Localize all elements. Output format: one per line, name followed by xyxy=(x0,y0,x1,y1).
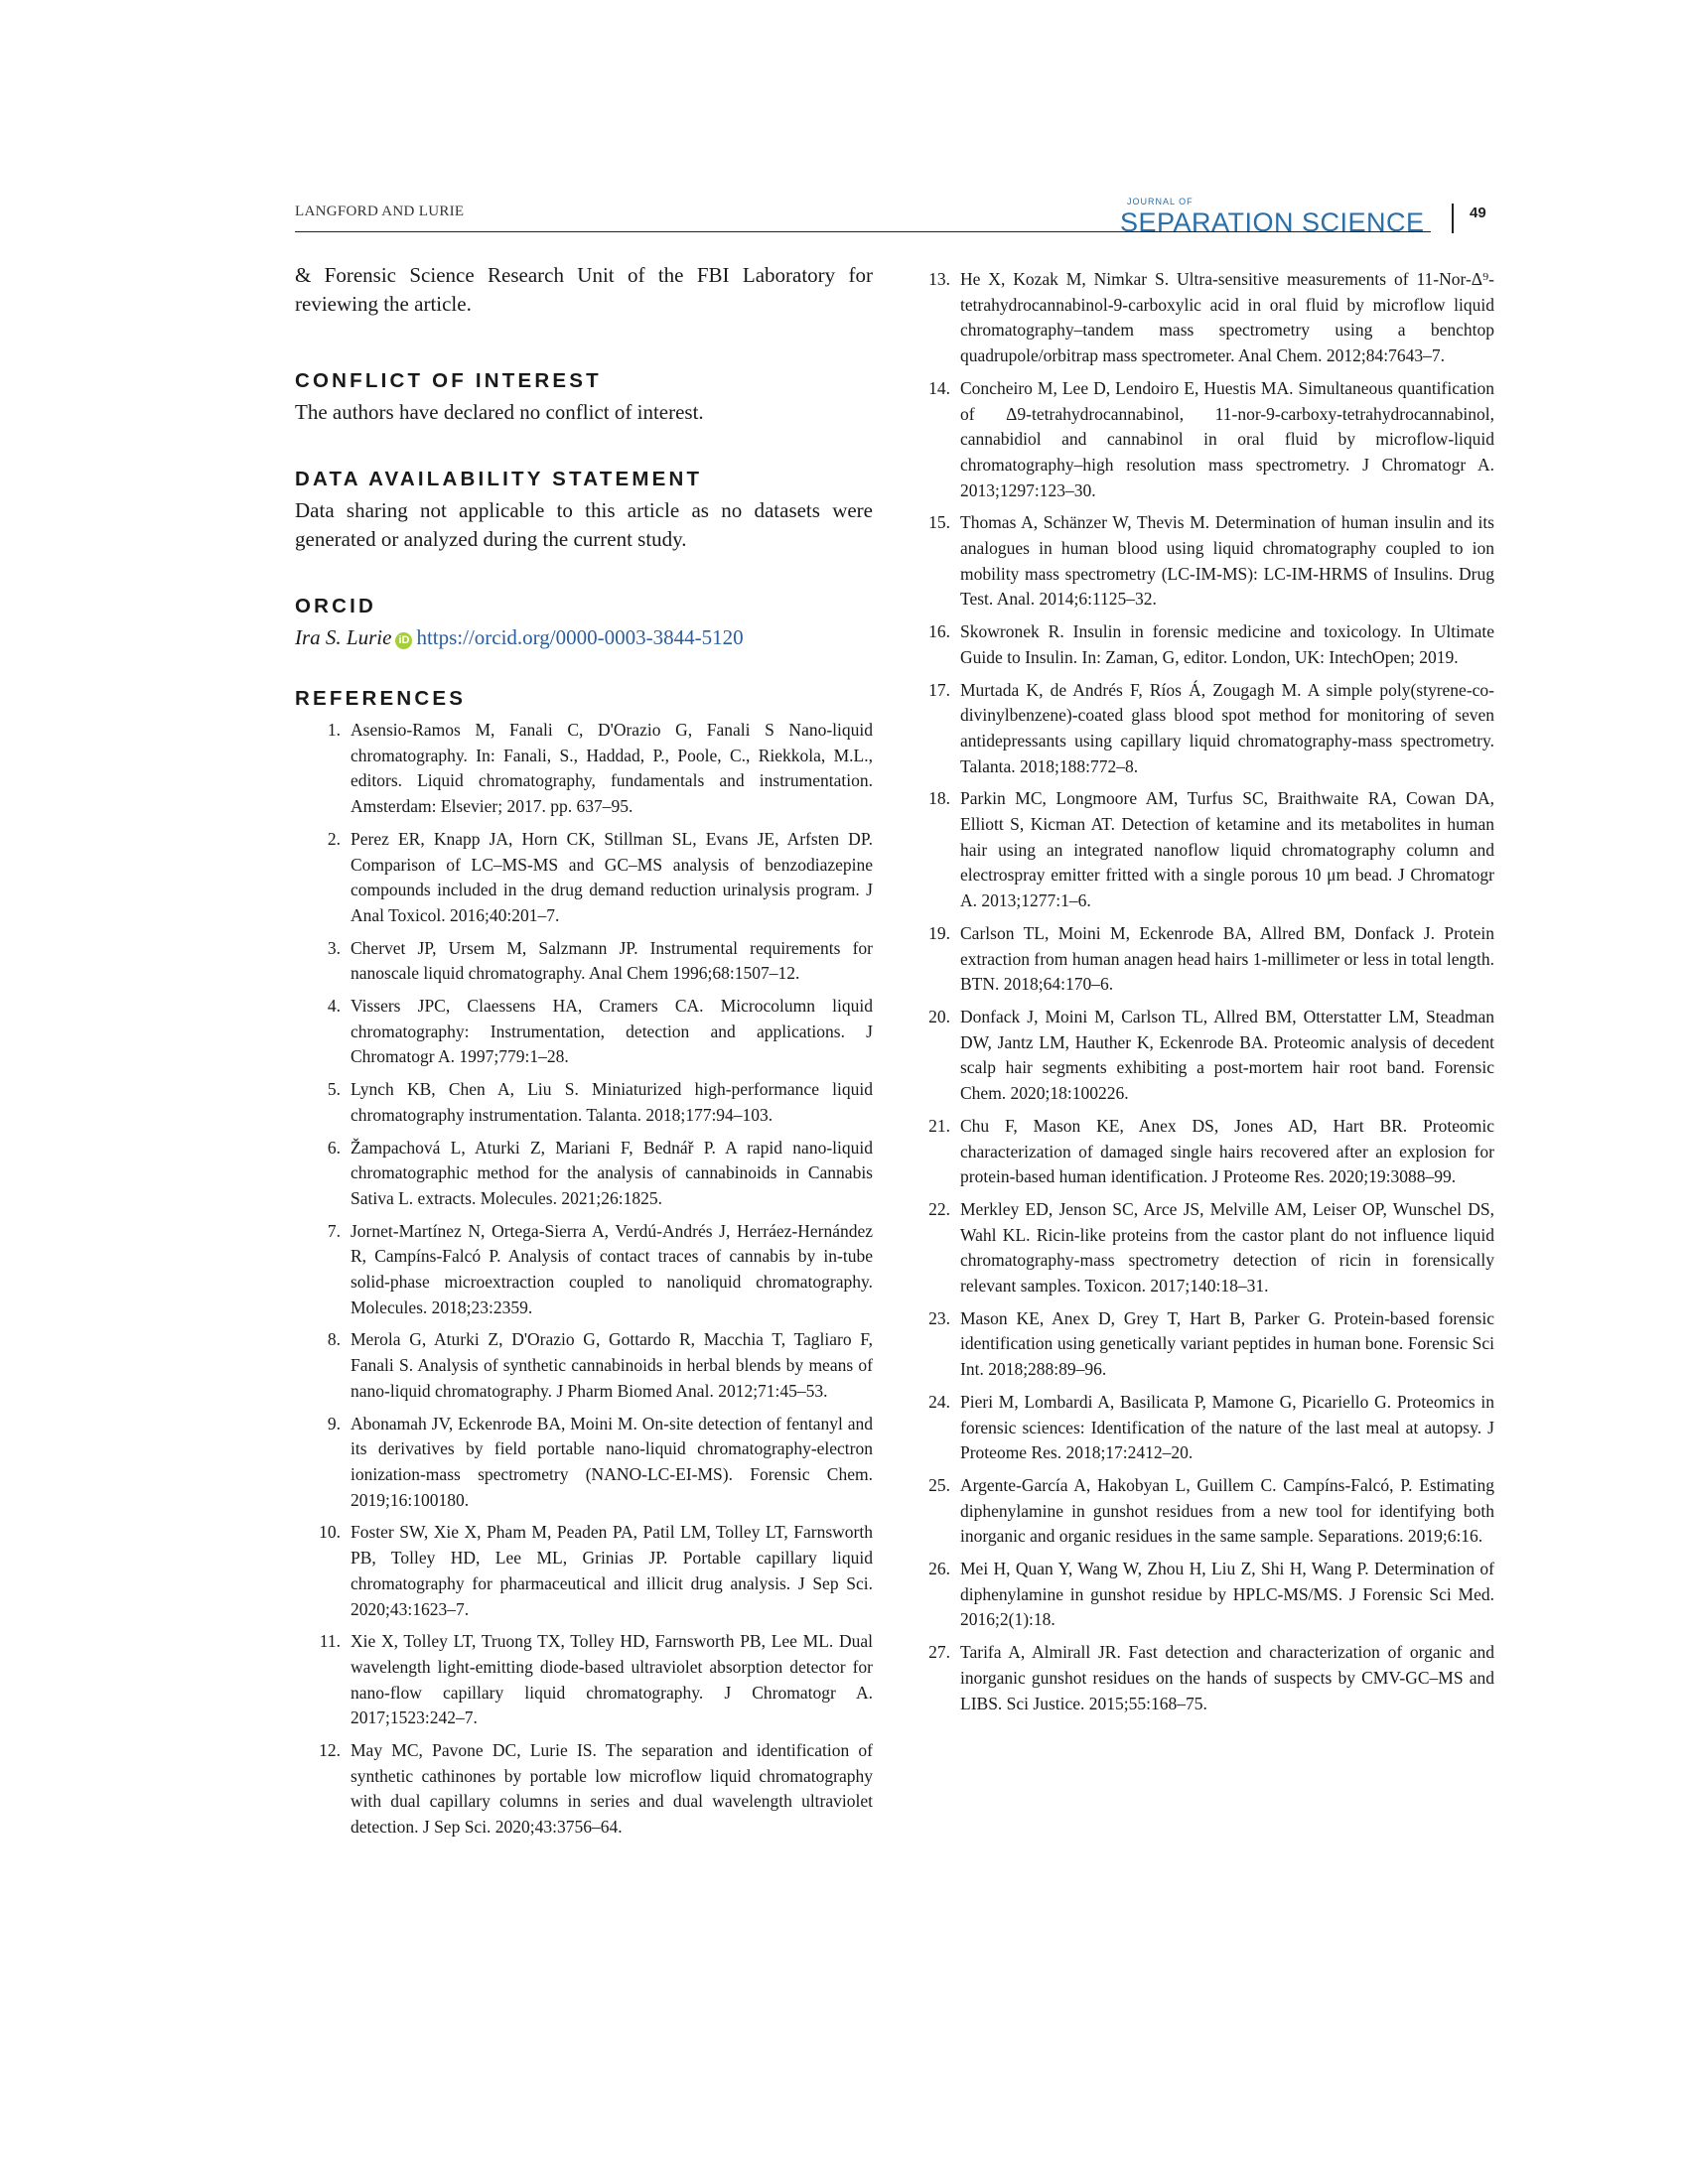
reference-number: 17. xyxy=(928,679,950,700)
page-number: 49 xyxy=(1470,205,1486,221)
reference-number: 4. xyxy=(327,996,341,1017)
reference-item xyxy=(309,718,873,820)
reference-item xyxy=(309,936,873,987)
reference-number: 26. xyxy=(928,1559,950,1579)
right-column xyxy=(918,261,1494,1723)
reference-text: He X, Kozak M, Nimkar S. Ultra-sensitive measurements of 11-Nor-Δ⁹-tetrahydrocannabinol-9-carboxylic acid in oral fluid by microflow liquid chromatography–tandem mass spectrometry using a benchtop quadrupole/orbitrap mass spectrometer. Anal Chem. 2012;84:7643–7. xyxy=(960,269,1494,366)
references-section xyxy=(295,686,873,1841)
data-availability-heading: DATA AVAILABILITY STATEMENT xyxy=(295,468,703,490)
reference-item xyxy=(309,827,873,929)
reference-item xyxy=(918,1005,1494,1107)
running-head: LANGFORD AND LURIE xyxy=(295,204,465,219)
reference-item xyxy=(309,1520,873,1622)
reference-text: Tarifa A, Almirall JR. Fast detection and characterization of organic and inorganic gunshot residues on the hands of suspects by CMV-GC–MS and LIBS. Sci Justice. 2015;55:168–75. xyxy=(960,1642,1494,1713)
reference-number: 5. xyxy=(327,1079,341,1100)
reference-text: May MC, Pavone DC, Lurie IS. The separation and identification of synthetic cathinones by portable low microflow liquid chromatography with dual capillary columns in series and dual wavelength ultraviolet detection. J Sep Sci. 2020;43:3756–64. xyxy=(351,1740,873,1838)
reference-number: 9. xyxy=(327,1413,341,1433)
reference-text: Thomas A, Schänzer W, Thevis M. Determination of human insulin and its analogues in human blood using liquid chromatography coupled to ion mobility mass spectrometry (LC-IM-MS): LC-IM-HRMS of Insulins. Drug Test. Anal. 2014;6:1125–32. xyxy=(960,512,1494,610)
conflict-heading: CONFLICT OF INTEREST xyxy=(295,369,602,392)
reference-item xyxy=(309,1077,873,1128)
acknowledgement-text: & Forensic Science Research Unit of the FBI Laboratory for reviewing the article. xyxy=(295,263,873,316)
reference-text: Pieri M, Lombardi A, Basilicata P, Mamone G, Picariello G. Proteomics in forensic sciences: Identification of the nature of the last meal at autopsy. J Proteome Res. 2018;17:2412–20. xyxy=(960,1391,1494,1463)
reference-text: Foster SW, Xie X, Pham M, Peaden PA, Patil LM, Tolley LT, Farnsworth PB, Tolley HD, Lee ML, Grinias JP. Portable capillary liquid chromatography for pharmaceutical and illicit drug analysis. J Sep Sci. 2020;43:1623–7. xyxy=(351,1522,873,1619)
reference-number: 11. xyxy=(319,1631,341,1652)
reference-text: Donfack J, Moini M, Carlson TL, Allred BM, Otterstatter LM, Steadman DW, Jantz LM, Hauther K, Eckenrode BA. Proteomic analysis of decedent scalp hair segments exhibiting a post-mortem hair root band. Forensic Chem. 2020;18:100226. xyxy=(960,1006,1494,1104)
reference-text: Lynch KB, Chen A, Liu S. Miniaturized high-performance liquid chromatography instrumentation. Talanta. 2018;177:94–103. xyxy=(351,1079,873,1125)
reference-item xyxy=(309,1738,873,1841)
reference-text: Xie X, Tolley LT, Truong TX, Tolley HD, Farnsworth PB, Lee ML. Dual wavelength light-emitting diode-based ultraviolet absorption detector for nano-flow capillary liquid chromatography. J Chromatogr A. 2017;1523:242–7. xyxy=(351,1631,873,1728)
reference-item xyxy=(918,1640,1494,1716)
orcid-section xyxy=(295,594,873,652)
reference-item xyxy=(309,1412,873,1514)
reference-number: 24. xyxy=(928,1391,950,1412)
reference-number: 23. xyxy=(928,1307,950,1328)
reference-text: Merkley ED, Jenson SC, Arce JS, Melville AM, Leiser OP, Wunschel DS, Wahl KL. Ricin-like proteins from the castor plant do not influence liquid chromatography-mass spectrometry detection of ricin in forensically relevant samples. Toxicon. 2017;140:18–31. xyxy=(960,1198,1494,1297)
reference-item xyxy=(918,619,1494,670)
data-availability-section xyxy=(295,467,873,554)
reference-number: 16. xyxy=(928,621,950,642)
reference-item xyxy=(918,1197,1494,1299)
reference-text: Asensio-Ramos M, Fanali C, D'Orazio G, Fanali S Nano-liquid chromatography. In: Fanali, S., Haddad, P., Poole, C., Riekkola, M.L., editors. Liquid chromatography, fundamentals and instrumentation. Amsterdam: Elsevier; 2017. pp. 637–95. xyxy=(351,720,873,817)
reference-list-right xyxy=(918,267,1494,1716)
reference-text: Argente-García A, Hakobyan L, Guillem C. Campíns-Falcó, P. Estimating diphenylamine in gunshot residues from a new tool for identifying both inorganic and organic residues in the same sample. Separations. 2019;6:16. xyxy=(960,1474,1494,1547)
reference-list-left xyxy=(309,718,873,1841)
reference-number: 2. xyxy=(327,828,341,849)
references-heading: REFERENCES xyxy=(295,687,467,710)
conflict-section xyxy=(295,368,873,427)
reference-number: 21. xyxy=(928,1115,950,1136)
reference-number: 1. xyxy=(327,720,341,740)
reference-text: Carlson TL, Moini M, Eckenrode BA, Allred BM, Donfack J. Protein extraction from human anagen head hairs 1-millimeter or less in total length. BTN. 2018;64:170–6. xyxy=(960,922,1494,995)
orcid-link[interactable]: https://orcid.org/0000-0003-3844-5120 xyxy=(416,625,744,649)
reference-item xyxy=(918,786,1494,914)
reference-number: 19. xyxy=(928,922,950,943)
reference-number: 27. xyxy=(928,1642,950,1663)
header-divider xyxy=(1452,204,1454,233)
reference-text: Mei H, Quan Y, Wang W, Zhou H, Liu Z, Shi H, Wang P. Determination of diphenylamine in gunshot residue by HPLC-MS/MS. J Forensic Sci Med. 2016;2(1):18. xyxy=(960,1559,1494,1630)
data-availability-text: Data sharing not applicable to this article as no datasets were generated or analyzed during the current study. xyxy=(295,498,873,551)
reference-text: Abonamah JV, Eckenrode BA, Moini M. On-site detection of fentanyl and its derivatives by field portable nano-liquid chromatography-electron ionization-mass spectrometry (NANO-LC-EI-MS). Forensic Chem. 2019;16:100180. xyxy=(351,1413,873,1510)
reference-item xyxy=(918,267,1494,369)
reference-text: Concheiro M, Lee D, Lendoiro E, Huestis MA. Simultaneous quantification of Δ9-tetrahydrocannabinol, 11-nor-9-carboxy-tetrahydrocannabinol, cannabidiol and cannabinol in oral fluid by microflow-liquid chromatography–high resolution mass spectrometry. J Chromatogr A. 2013;1297:123–30. xyxy=(960,377,1494,500)
reference-text: Chervet JP, Ursem M, Salzmann JP. Instrumental requirements for nanoscale liquid chromatography. Anal Chem 1996;68:1507–12. xyxy=(351,937,873,984)
journal-name: SEPARATION SCIENCE xyxy=(1120,207,1425,237)
reference-item xyxy=(309,994,873,1070)
reference-item xyxy=(309,1136,873,1212)
reference-item xyxy=(309,1327,873,1404)
orcid-icon[interactable]: iD xyxy=(395,632,412,649)
reference-text: Žampachová L, Aturki Z, Mariani F, Bednář P. A rapid nano-liquid chromatographic method for the analysis of cannabinoids in Cannabis Sativa L. extracts. Molecules. 2021;26:1825. xyxy=(351,1137,873,1208)
reference-item xyxy=(918,921,1494,998)
reference-item xyxy=(918,1306,1494,1383)
reference-number: 22. xyxy=(928,1198,950,1219)
reference-text: Skowronek R. Insulin in forensic medicine and toxicology. In Ultimate Guide to Insulin. In: Zaman, G, editor. London, UK: IntechOpen; 2019. xyxy=(960,621,1494,667)
orcid-heading: ORCID xyxy=(295,595,377,617)
reference-text: Merola G, Aturki Z, D'Orazio G, Gottardo R, Macchia T, Tagliaro F, Fanali S. Analysis of synthetic cannabinoids in herbal blends by means of nano-liquid chromatography. J Pharm Biomed Anal. 2012;71:45–53. xyxy=(351,1329,873,1401)
reference-text: Parkin MC, Longmoore AM, Turfus SC, Braithwaite RA, Cowan DA, Elliott S, Kicman AT. Detection of ketamine and its metabolites in human hair using an integrated nanoflow liquid chromatography column and electrospray emitter fritted with a single porous 10 μm bead. J Chromatogr A. 2013;1277:1–6. xyxy=(960,788,1494,911)
journal-name-small: JOURNAL OF xyxy=(1127,197,1194,206)
reference-number: 6. xyxy=(327,1137,341,1158)
reference-number: 7. xyxy=(327,1220,341,1241)
reference-number: 25. xyxy=(928,1474,950,1495)
reference-item xyxy=(918,376,1494,504)
reference-text: Mason KE, Anex D, Grey T, Hart B, Parker G. Protein-based forensic identification using genetically variant peptides in human bone. Forensic Sci Int. 2018;288:89–96. xyxy=(960,1307,1494,1380)
reference-number: 10. xyxy=(319,1522,341,1543)
reference-number: 8. xyxy=(327,1329,341,1350)
reference-item xyxy=(309,1219,873,1321)
reference-text: Jornet-Martínez N, Ortega-Sierra A, Verdú-Andrés J, Herráez-Hernández R, Campíns-Falcó P. Analysis of contact traces of cannabis by in-tube solid-phase microextraction coupled to nanoliquid chromatography. Molecules. 2018;23:2359. xyxy=(351,1220,873,1317)
reference-number: 20. xyxy=(928,1006,950,1026)
reference-number: 12. xyxy=(319,1740,341,1761)
reference-text: Vissers JPC, Claessens HA, Cramers CA. Microcolumn liquid chromatography: Instrumentation, detection and applications. J Chromatogr A. 1997;779:1–28. xyxy=(351,996,873,1067)
left-column xyxy=(295,261,873,1847)
reference-item xyxy=(918,1473,1494,1550)
reference-number: 3. xyxy=(327,937,341,958)
reference-item xyxy=(918,1390,1494,1466)
reference-item xyxy=(309,1629,873,1731)
reference-text: Perez ER, Knapp JA, Horn CK, Stillman SL, Evans JE, Arfsten DP. Comparison of LC–MS-MS and GC–MS analysis of benzodiazepine compounds included in the drug demand reduction urinalysis program. J Anal Toxicol. 2016;40:201–7. xyxy=(351,828,873,925)
reference-item xyxy=(918,510,1494,613)
reference-number: 14. xyxy=(928,377,950,398)
reference-number: 15. xyxy=(928,512,950,533)
reference-item xyxy=(918,678,1494,780)
conflict-text: The authors have declared no conflict of interest. xyxy=(295,400,704,424)
reference-item xyxy=(918,1557,1494,1633)
reference-text: Chu F, Mason KE, Anex DS, Jones AD, Hart BR. Proteomic characterization of damaged single hairs recovered after an explosion for protein-based human identification. J Proteome Res. 2020;19:3088–99. xyxy=(960,1115,1494,1187)
orcid-author-name: Ira S. Lurie xyxy=(295,625,392,649)
reference-number: 18. xyxy=(928,788,950,809)
reference-item xyxy=(918,1114,1494,1190)
reference-number: 13. xyxy=(928,269,950,289)
reference-text: Murtada K, de Andrés F, Ríos Á, Zougagh M. A simple poly(styrene-co-divinylbenzene)-coated glass blood spot method for monitoring of seven antidepressants using capillary liquid chromatography-mass spectrometry. Talanta. 2018;188:772–8. xyxy=(960,679,1494,776)
orcid-line xyxy=(295,623,873,652)
